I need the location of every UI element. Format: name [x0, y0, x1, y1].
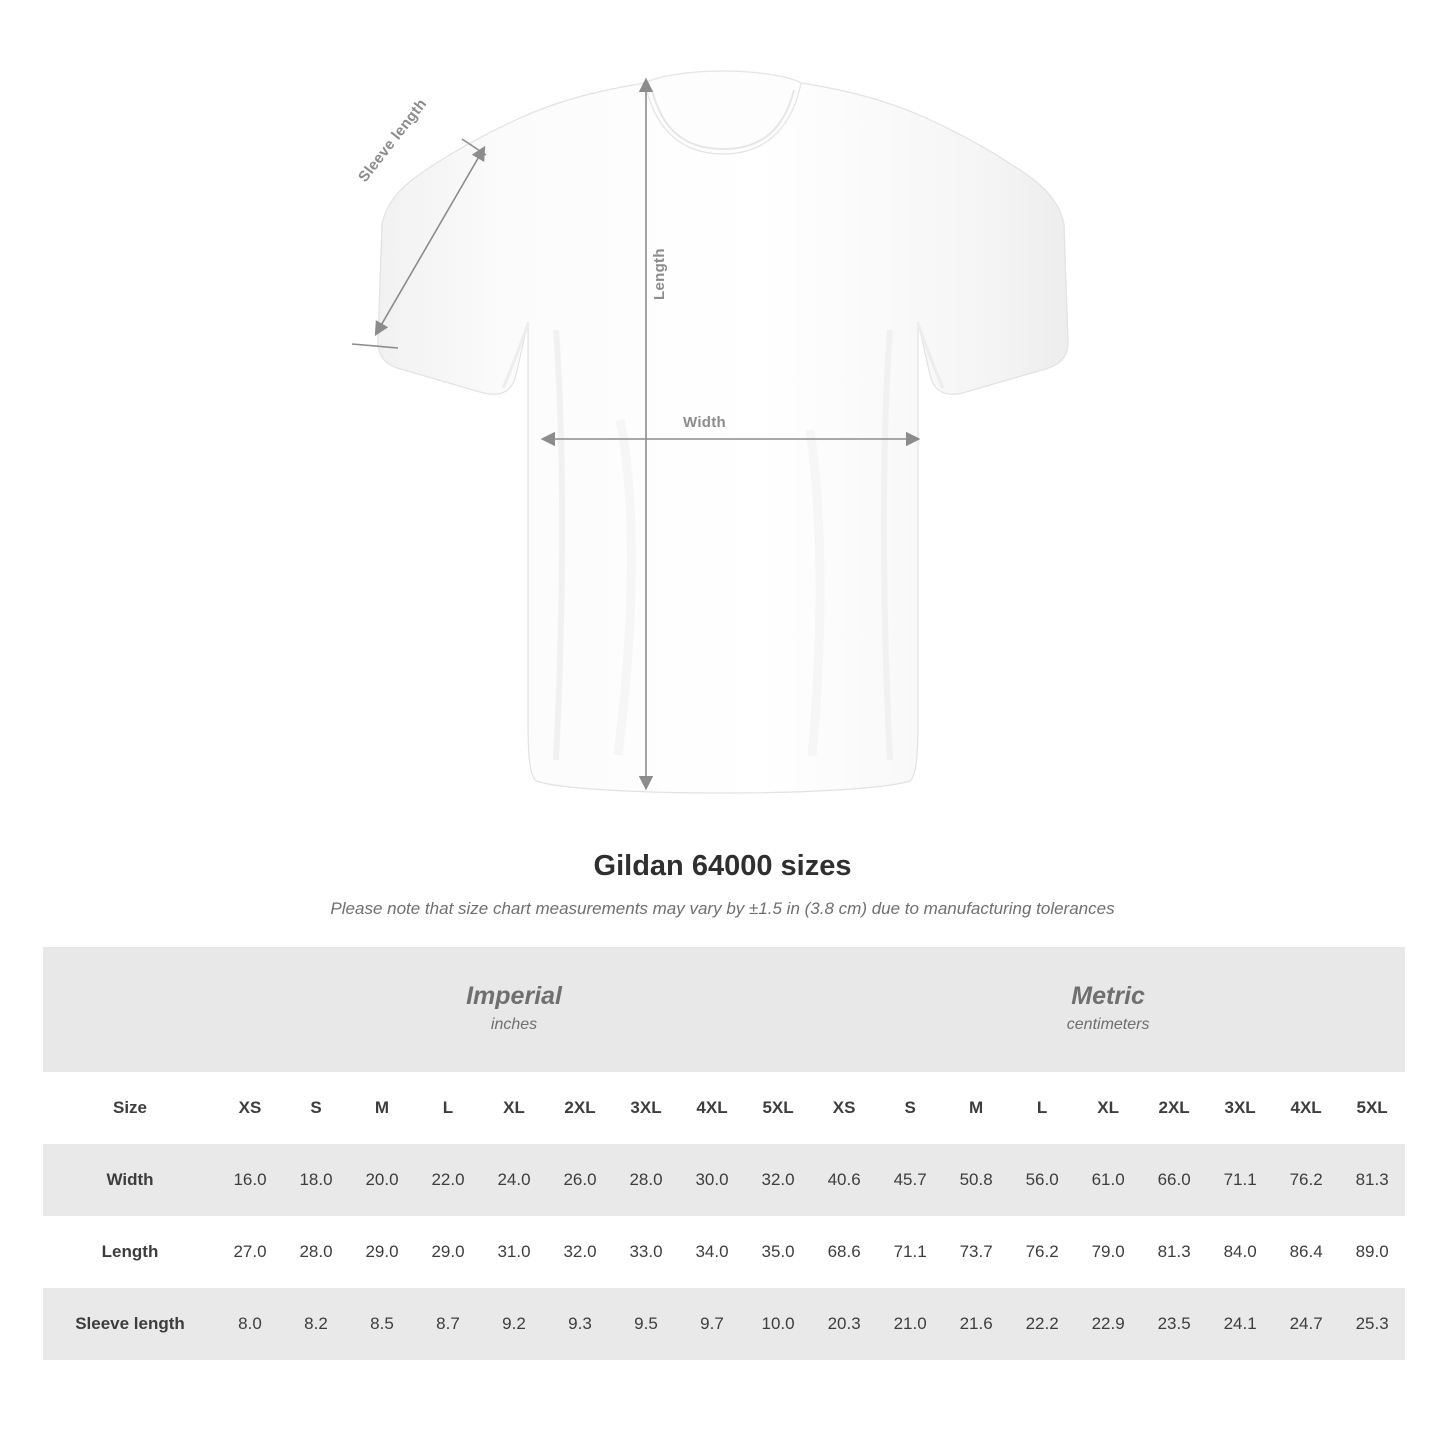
length-label: Length: [651, 248, 668, 300]
cell-width-2: 20.0: [349, 1144, 415, 1216]
cell-length-7: 34.0: [679, 1216, 745, 1288]
cell-length-16: 86.4: [1273, 1216, 1339, 1288]
size-header-row: [43, 1072, 1405, 1144]
cell-length-3: 29.0: [415, 1216, 481, 1288]
cell-length-0: 27.0: [217, 1216, 283, 1288]
cell-width-16: 76.2: [1273, 1144, 1339, 1216]
cell-sleeve-13: 22.9: [1075, 1288, 1141, 1360]
tolerance-note: Please note that size chart measurements may vary by ±1.5 in (3.8 cm) due to manufacturing tolerances: [330, 899, 1115, 918]
size-col-l-imp: L: [442, 1098, 454, 1117]
page-title: Gildan 64000 sizes: [593, 850, 852, 882]
cell-length-8: 35.0: [745, 1216, 811, 1288]
title-block: [0, 850, 1445, 919]
size-col-xl-imp: XL: [503, 1098, 525, 1117]
cell-length-4: 31.0: [481, 1216, 547, 1288]
cell-sleeve-9: 20.3: [811, 1288, 877, 1360]
cell-sleeve-0: 8.0: [217, 1288, 283, 1360]
cell-width-5: 26.0: [547, 1144, 613, 1216]
cell-width-1: 18.0: [283, 1144, 349, 1216]
cell-length-14: 81.3: [1141, 1216, 1207, 1288]
cell-sleeve-4: 9.2: [481, 1288, 547, 1360]
size-col-l-met: L: [1036, 1098, 1048, 1117]
table-row: [43, 1288, 1405, 1360]
unit-imperial-name: Imperial: [466, 982, 562, 1011]
cell-width-15: 71.1: [1207, 1144, 1273, 1216]
cell-sleeve-16: 24.7: [1273, 1288, 1339, 1360]
size-col-m-imp: M: [374, 1098, 390, 1117]
cell-width-10: 45.7: [877, 1144, 943, 1216]
unit-header-imperial: [217, 947, 811, 1072]
cell-length-12: 76.2: [1009, 1216, 1075, 1288]
cell-length-17: 89.0: [1339, 1216, 1405, 1288]
unit-header-metric: [811, 947, 1405, 1072]
cell-sleeve-14: 23.5: [1141, 1288, 1207, 1360]
cell-length-6: 33.0: [613, 1216, 679, 1288]
cell-sleeve-12: 22.2: [1009, 1288, 1075, 1360]
row-label-length: Length: [43, 1216, 217, 1288]
cell-length-5: 32.0: [547, 1216, 613, 1288]
cell-sleeve-8: 10.0: [745, 1288, 811, 1360]
size-col-2xl-imp: 2XL: [564, 1098, 596, 1117]
size-col-3xl-imp: 3XL: [630, 1098, 662, 1117]
table-row: [43, 1216, 1405, 1288]
cell-sleeve-3: 8.7: [415, 1288, 481, 1360]
size-table-wrap: [43, 947, 1403, 1360]
cell-width-8: 32.0: [745, 1144, 811, 1216]
cell-sleeve-10: 21.0: [877, 1288, 943, 1360]
cell-sleeve-6: 9.5: [613, 1288, 679, 1360]
cell-length-2: 29.0: [349, 1216, 415, 1288]
size-col-xs-met: XS: [832, 1098, 856, 1117]
cell-length-15: 84.0: [1207, 1216, 1273, 1288]
cell-length-1: 28.0: [283, 1216, 349, 1288]
unit-header-blank: [43, 947, 217, 1072]
cell-length-10: 71.1: [877, 1216, 943, 1288]
unit-metric-sub: centimeters: [1066, 1016, 1150, 1034]
cell-width-12: 56.0: [1009, 1144, 1075, 1216]
cell-length-9: 68.6: [811, 1216, 877, 1288]
width-label: Width: [683, 414, 727, 431]
cell-width-9: 40.6: [811, 1144, 877, 1216]
cell-sleeve-2: 8.5: [349, 1288, 415, 1360]
size-row-label: Size: [112, 1098, 148, 1117]
cell-width-4: 24.0: [481, 1144, 547, 1216]
size-col-xs-imp: XS: [238, 1098, 262, 1117]
cell-sleeve-15: 24.1: [1207, 1288, 1273, 1360]
cell-width-17: 81.3: [1339, 1144, 1405, 1216]
cell-width-14: 66.0: [1141, 1144, 1207, 1216]
row-label-width: Width: [43, 1144, 217, 1216]
size-col-m-met: M: [969, 1098, 984, 1117]
size-col-xl-met: XL: [1097, 1098, 1119, 1117]
cell-sleeve-1: 8.2: [283, 1288, 349, 1360]
cell-width-0: 16.0: [217, 1144, 283, 1216]
size-col-4xl-met: 4XL: [1290, 1098, 1322, 1117]
cell-width-11: 50.8: [943, 1144, 1009, 1216]
unit-header-row: [43, 947, 1405, 1072]
size-col-2xl-met: 2XL: [1158, 1098, 1190, 1117]
table-row: [43, 1144, 1405, 1216]
shirt-shape: [378, 71, 1068, 793]
size-col-5xl-met: 5XL: [1356, 1098, 1388, 1117]
unit-metric-name: Metric: [1071, 982, 1145, 1011]
cell-sleeve-17: 25.3: [1339, 1288, 1405, 1360]
size-col-5xl-imp: 5XL: [762, 1098, 794, 1117]
size-col-3xl-met: 3XL: [1224, 1098, 1256, 1117]
size-table: [43, 947, 1405, 1360]
size-col-s-imp: S: [310, 1098, 322, 1117]
size-col-4xl-imp: 4XL: [696, 1098, 728, 1117]
size-col-s-met: S: [904, 1098, 916, 1117]
cell-length-11: 73.7: [943, 1216, 1009, 1288]
cell-width-13: 61.0: [1075, 1144, 1141, 1216]
cell-sleeve-7: 9.7: [679, 1288, 745, 1360]
sleeve-length-label: Sleeve length: [355, 95, 431, 186]
cell-sleeve-11: 21.6: [943, 1288, 1009, 1360]
row-label-sleeve-length: Sleeve length: [43, 1288, 217, 1360]
cell-width-7: 30.0: [679, 1144, 745, 1216]
cell-width-6: 28.0: [613, 1144, 679, 1216]
unit-imperial-sub: inches: [490, 1016, 538, 1034]
cell-length-13: 79.0: [1075, 1216, 1141, 1288]
cell-sleeve-5: 9.3: [547, 1288, 613, 1360]
cell-width-3: 22.0: [415, 1144, 481, 1216]
